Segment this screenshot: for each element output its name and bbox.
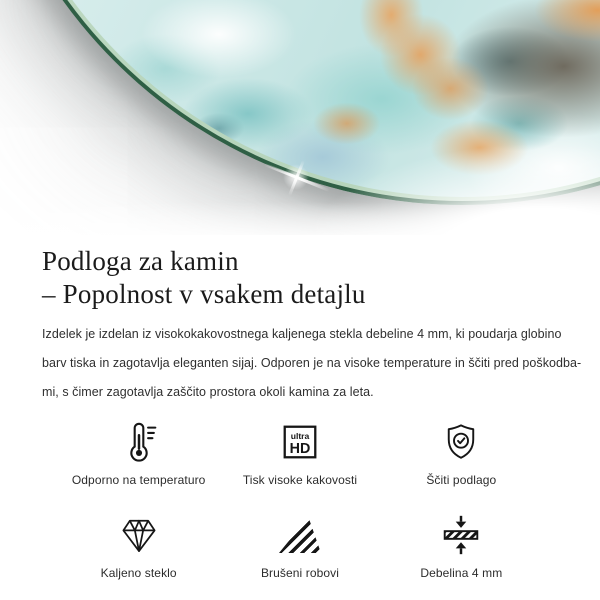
ultra-hd-icon — [279, 421, 321, 463]
feature-print-quality — [219, 418, 380, 487]
feature-temperature — [58, 418, 219, 487]
feature-protects-surface — [381, 418, 542, 487]
feature-label: Debelina 4 mm — [420, 566, 503, 580]
features-grid — [58, 418, 542, 580]
content-block — [0, 245, 600, 580]
page-title-line1: Podloga za kamin — [42, 246, 239, 276]
diamond-icon — [117, 513, 161, 557]
feature-label: Odporno na temperaturo — [71, 473, 206, 487]
thermometer-icon — [115, 419, 163, 465]
thickness-4mm-icon — [438, 511, 484, 559]
description-line: mi, s čimer zagotavlja zaščito prostora okoli kamina za leta. — [42, 385, 374, 399]
feature-ground-edges — [219, 511, 380, 580]
svg-text:ultra: ultra — [290, 431, 310, 442]
feature-thickness — [381, 511, 542, 580]
shield-check-icon — [440, 420, 482, 464]
description-line: Izdelek je izdelan iz visokokakovostnega kaljenega stekla debeline 4 mm, ki poudarja globino — [42, 327, 562, 341]
glass-panel — [0, 0, 600, 205]
feature-tempered-glass — [58, 511, 219, 580]
beveled-edge-icon — [279, 517, 321, 553]
feature-label: Ščiti podlago — [426, 473, 497, 487]
product-description — [42, 320, 582, 407]
svg-text:HD: HD — [289, 440, 311, 457]
feature-label: Kaljeno steklo — [100, 566, 177, 580]
feature-label: Tisk visoke kakovosti — [242, 473, 358, 487]
page-title — [42, 245, 558, 311]
product-hero-image — [0, 0, 600, 235]
description-line: barv tiska in zagotavlja eleganten sijaj. Odporen je na visoke temperature in ščiti pred poškodba- — [42, 356, 582, 370]
feature-label: Brušeni robovi — [260, 566, 340, 580]
page-title-line2: – Popolnost v vsakem detajlu — [42, 279, 366, 309]
